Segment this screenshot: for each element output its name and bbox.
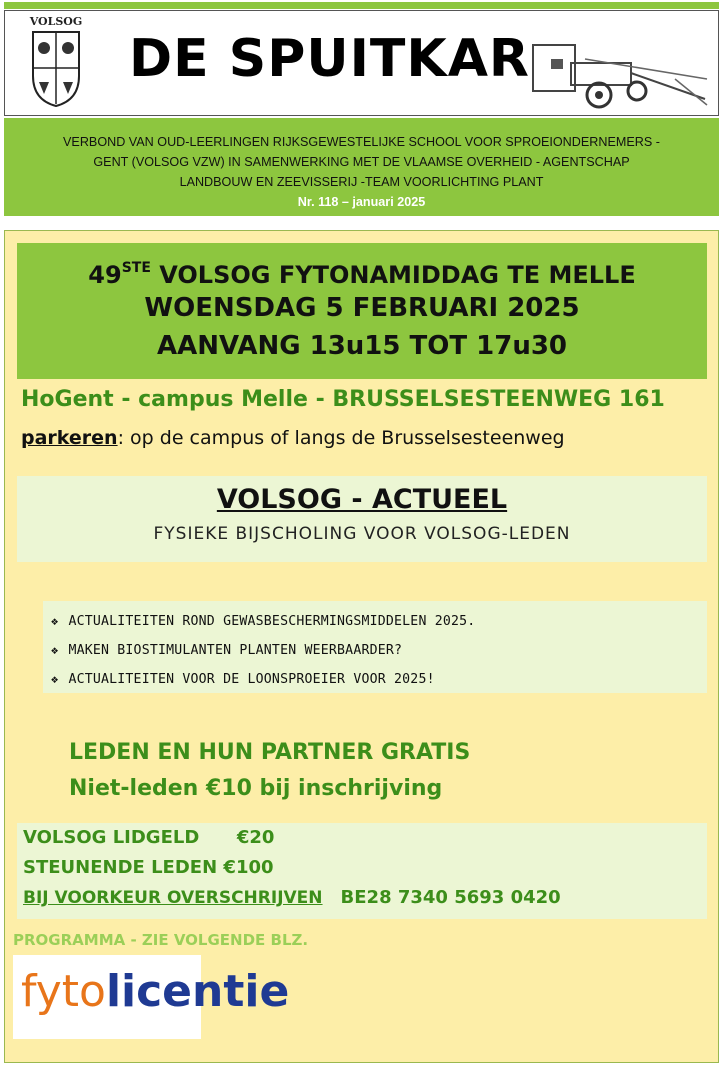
list-item: ❖ ACTUALITEITEN VOOR DE LOONSPROEIER VOOR 2025! bbox=[51, 672, 435, 687]
event-title-rest: VOLSOG FYTONAMIDDAG TE MELLE bbox=[150, 261, 636, 289]
topic-list bbox=[43, 601, 707, 693]
dues-box bbox=[17, 823, 707, 919]
event-suffix: STE bbox=[121, 260, 151, 276]
iban: BE28 7340 5693 0420 bbox=[340, 887, 561, 908]
event-date: WOENSDAG 5 FEBRUARI 2025 bbox=[144, 293, 580, 323]
actueel-subheading: FYSIEKE BIJSCHOLING VOOR VOLSOG-LEDEN bbox=[153, 524, 571, 544]
page-title: DE SPUITKAR bbox=[129, 29, 530, 89]
members-free: LEDEN EN HUN PARTNER GRATIS bbox=[69, 740, 471, 765]
masthead bbox=[4, 10, 719, 116]
parking-info bbox=[21, 427, 565, 449]
issue-number: Nr. 118 – januari 2025 bbox=[297, 195, 426, 209]
event-location: HoGent - campus Melle - BRUSSELSESTEENWEG 161 bbox=[21, 387, 665, 412]
membership-fee: VOLSOG LIDGELD €20 bbox=[23, 827, 275, 848]
association-line-1: VERBOND VAN OUD-LEERLINGEN RIJKSGEWESTELIJKE SCHOOL VOOR SPROEIONDERNEMERS - bbox=[63, 135, 660, 149]
supporting-fee: STEUNENDE LEDEN €100 bbox=[23, 857, 274, 878]
main-panel bbox=[4, 230, 719, 1063]
bullet-diamond-icon: ❖ bbox=[51, 672, 59, 686]
logo-part-2: licentie bbox=[105, 966, 290, 1017]
list-item: ❖ ACTUALITEITEN ROND GEWASBESCHERMINGSMIDDELEN 2025. bbox=[51, 614, 476, 629]
transfer-label: BIJ VOORKEUR OVERSCHRIJVEN bbox=[23, 888, 323, 908]
transfer-info bbox=[17, 883, 707, 913]
actueel-box bbox=[17, 476, 707, 562]
event-time: AANVANG 13u15 TOT 17u30 bbox=[156, 331, 568, 361]
bullet-diamond-icon: ❖ bbox=[51, 643, 59, 657]
shield-icon bbox=[31, 30, 81, 108]
event-title bbox=[17, 261, 707, 289]
pricing-info bbox=[69, 735, 470, 807]
list-item: ❖ MAKEN BIOSTIMULANTEN PLANTEN WEERBAARDER? bbox=[51, 643, 403, 658]
top-accent-bar bbox=[4, 2, 719, 9]
parking-text: : op de campus of langs de Brusselsesteenweg bbox=[117, 427, 565, 449]
event-number: 49 bbox=[88, 261, 122, 289]
non-members-price: Niet-leden €10 bij inschrijving bbox=[69, 776, 443, 801]
event-banner bbox=[17, 243, 707, 379]
program-note: PROGRAMMA - ZIE VOLGENDE BLZ. bbox=[13, 931, 309, 949]
parking-label: parkeren bbox=[21, 427, 118, 449]
actueel-heading: VOLSOG - ACTUEEL bbox=[216, 484, 508, 515]
crest-word: VOLSOG bbox=[29, 15, 83, 28]
fytolicentie-logo bbox=[13, 955, 290, 1039]
association-banner bbox=[4, 118, 719, 216]
bullet-diamond-icon: ❖ bbox=[51, 614, 59, 628]
logo-part-1: fyto bbox=[21, 966, 106, 1017]
sprayer-illustration-icon bbox=[525, 39, 715, 115]
association-line-2: GENT (VOLSOG VZW) IN SAMENWERKING MET DE VLAAMSE OVERHEID - AGENTSCHAP bbox=[93, 155, 630, 169]
association-line-3: LANDBOUW EN ZEEVISSERIJ -TEAM VOORLICHTING PLANT bbox=[179, 175, 544, 189]
volsog-crest bbox=[23, 15, 89, 109]
